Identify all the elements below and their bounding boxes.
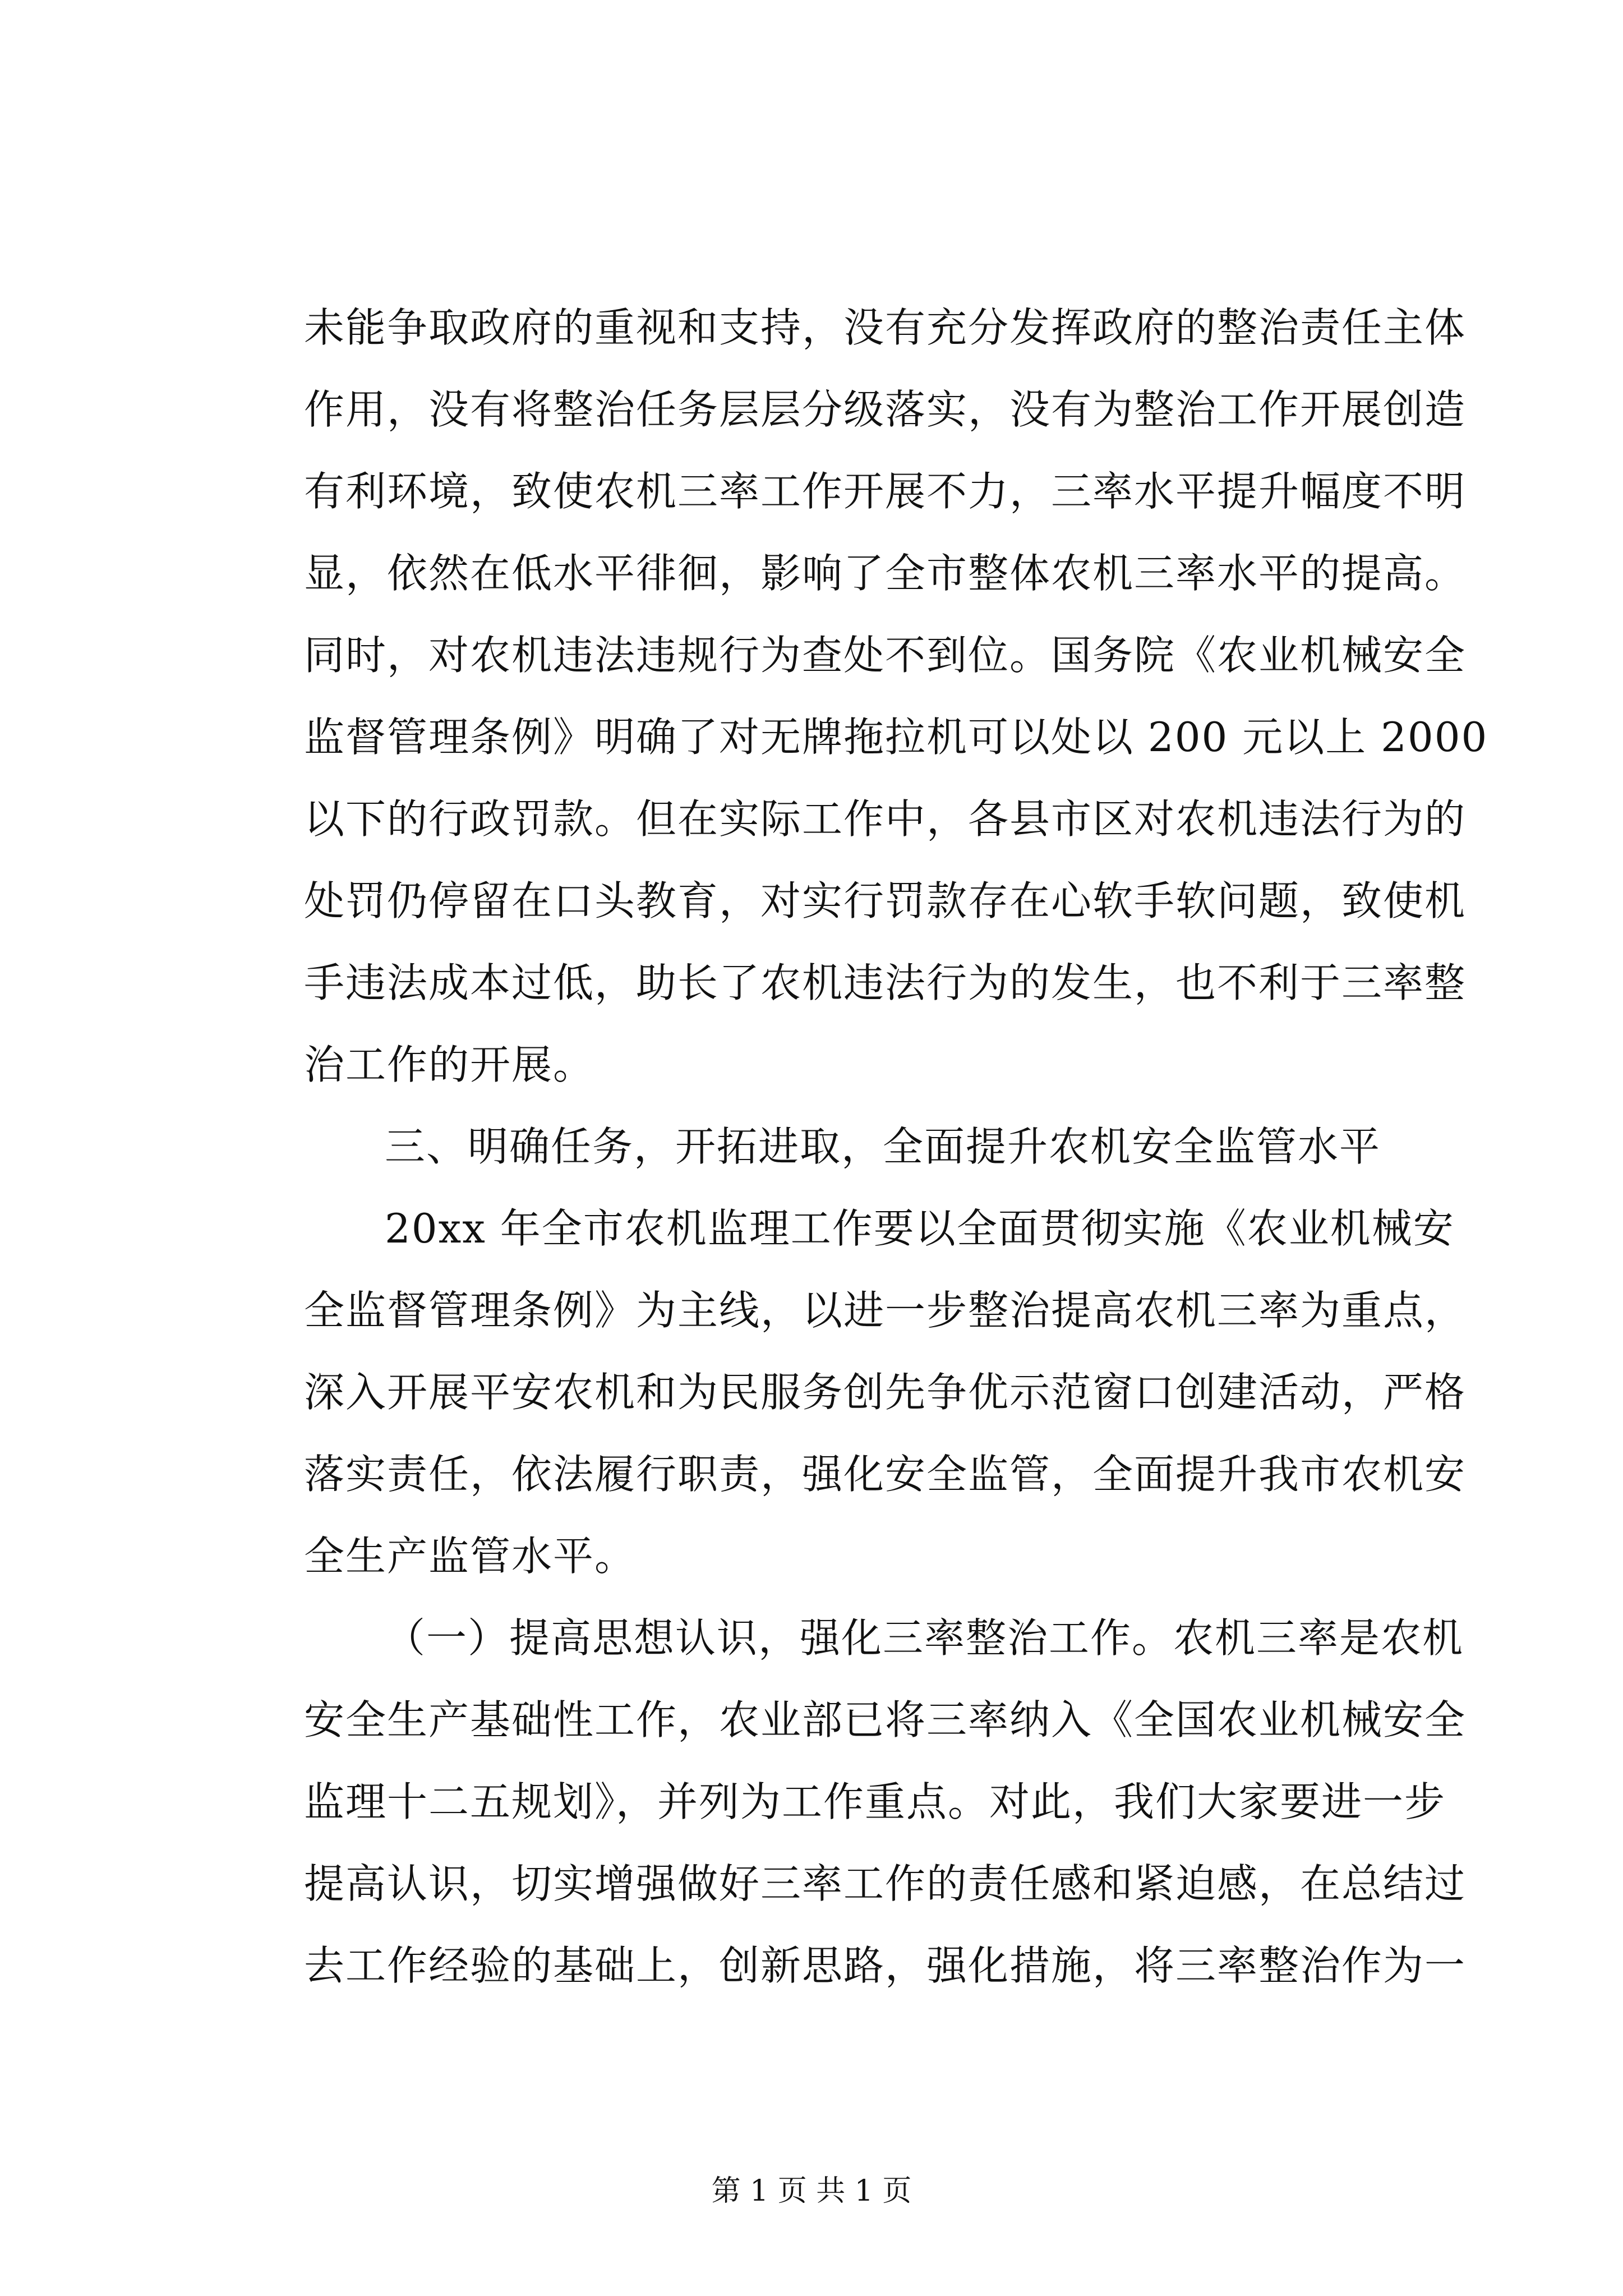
body-line-5: 同时，对农机违法违规行为查处不到位。国务院《农业机械安全 [304, 632, 1467, 679]
body-line-20: 提高认识，切实增强做好三率工作的责任感和紧迫感，在总结过 [304, 1860, 1467, 1907]
body-line-8: 处罚仍停留在口头教育，对实行罚款存在心软手软问题，致使机 [304, 877, 1467, 924]
subsection-line-1: （一）提高思想认识，强化三率整治工作。农机三率是农机 [385, 1614, 1464, 1662]
body-line-10: 治工作的开展。 [304, 1041, 595, 1088]
body-line-18: 安全生产基础性工作，农业部已将三率纳入《全国农业机械安全 [304, 1696, 1467, 1743]
body-line-9: 手违法成本过低，助长了农机违法行为的发生，也不利于三率整 [304, 959, 1467, 1006]
body-line-16: 全生产监管水平。 [304, 1533, 637, 1580]
body-line-14: 深入开展平安农机和为民服务创先争优示范窗口创建活动，严格 [304, 1369, 1467, 1416]
body-line-2: 作用，没有将整治任务层层分级落实，没有为整治工作开展创造 [304, 386, 1467, 433]
body-line-7: 以下的行政罚款。但在实际工作中，各县市区对农机违法行为的 [304, 795, 1467, 843]
body-line-4: 显，依然在低水平徘徊，影响了全市整体农机三率水平的提高。 [304, 550, 1467, 597]
body-line-19: 监理十二五规划》，并列为工作重点。对此，我们大家要进一步 [304, 1778, 1446, 1825]
page-footer: 第 1 页 共 1 页 [711, 2174, 912, 2208]
body-line-15: 落实责任，依法履行职责，强化安全监管，全面提升我市农机安 [304, 1451, 1467, 1498]
section-heading: 三、明确任务，开拓进取，全面提升农机安全监管水平 [385, 1123, 1381, 1170]
body-line-12: 20xx 年全市农机监理工作要以全面贯彻实施《农业机械安 [385, 1205, 1455, 1252]
body-line-1: 未能争取政府的重视和支持，没有充分发挥政府的整治责任主体 [304, 304, 1467, 351]
body-line-21: 去工作经验的基础上，创新思路，强化措施，将三率整治作为一 [304, 1942, 1467, 1989]
body-line-13: 全监督管理条例》为主线，以进一步整治提高农机三率为重点， [304, 1287, 1467, 1334]
body-line-3: 有利环境，致使农机三率工作开展不力，三率水平提升幅度不明 [304, 468, 1467, 515]
body-line-6: 监督管理条例》明确了对无牌拖拉机可以处以 200 元以上 2000 [304, 714, 1488, 761]
